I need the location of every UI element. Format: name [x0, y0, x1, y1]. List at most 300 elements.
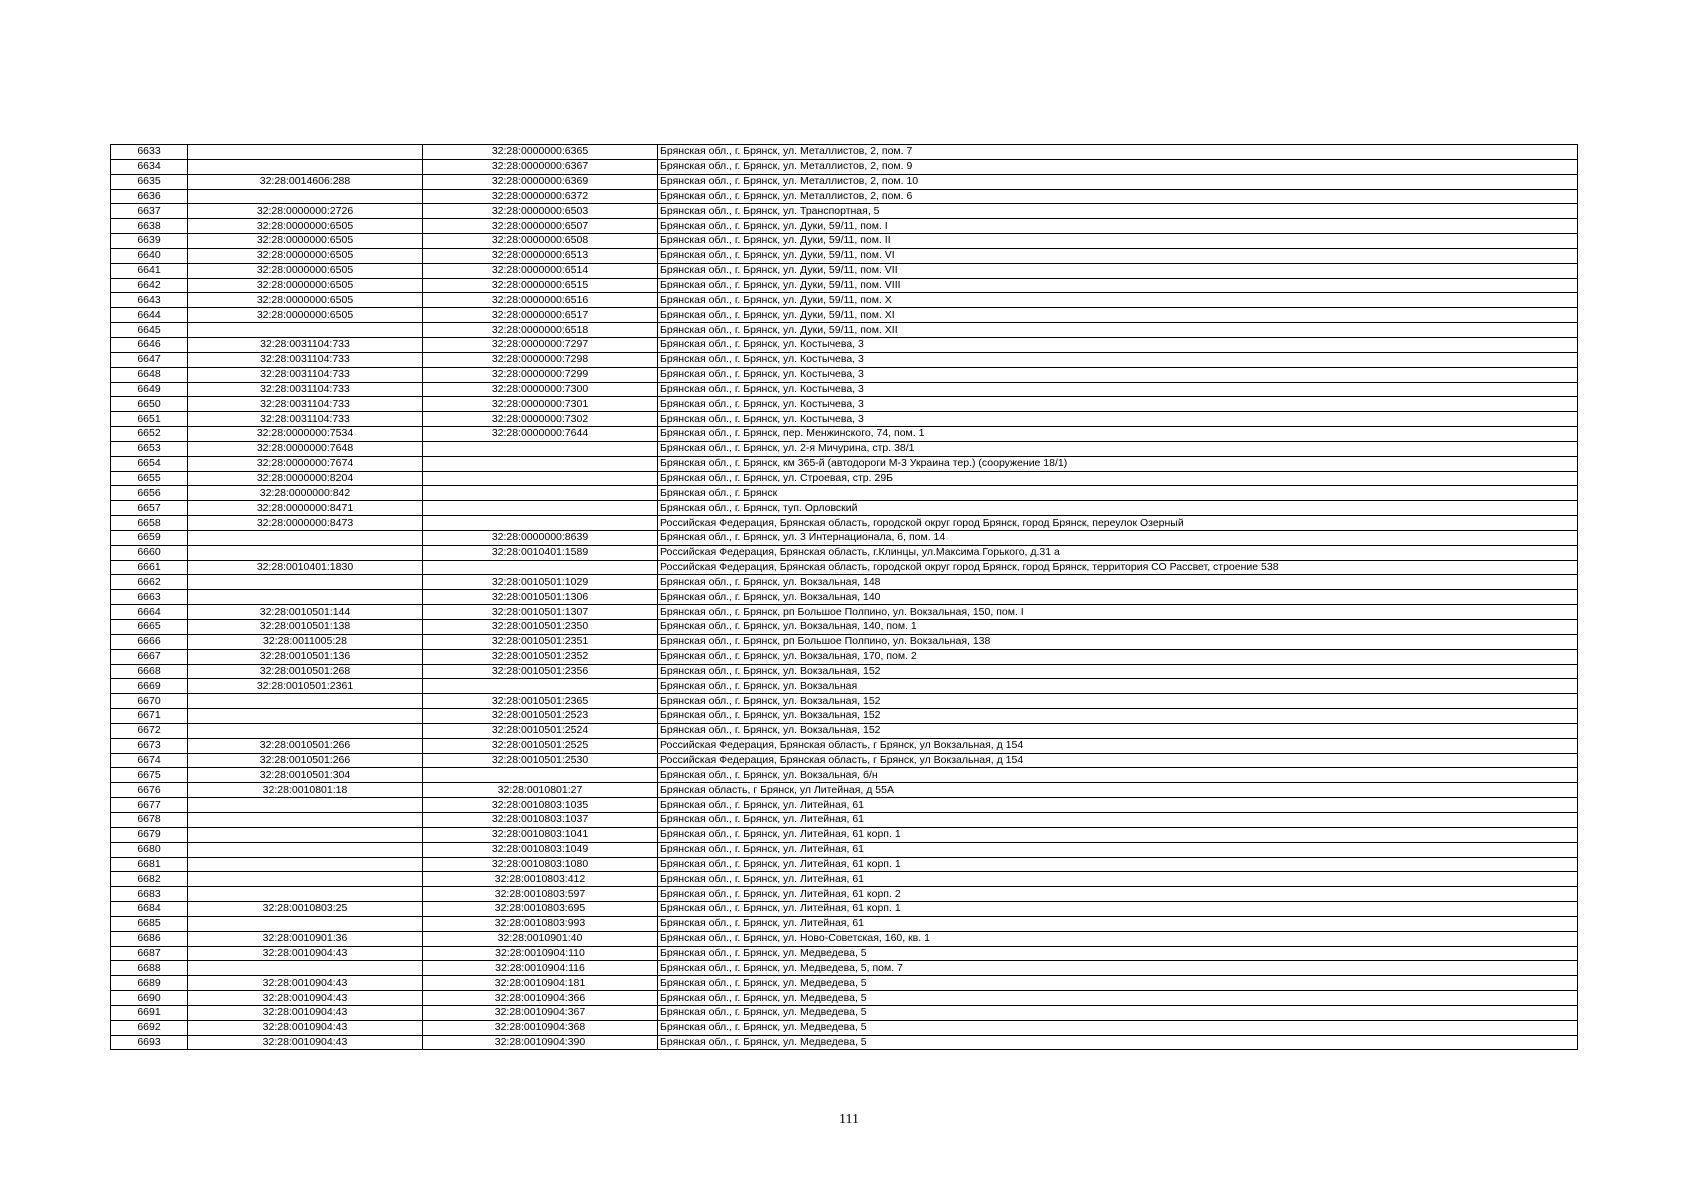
table-row — [111, 664, 1578, 679]
table-row — [111, 961, 1578, 976]
address-cell: Брянская обл., г. Брянск, ул. Костычева, 3 — [658, 352, 1578, 367]
cadastral-number-cell: 32:28:0010803:695 — [423, 902, 658, 917]
row-number-cell: 6647 — [111, 352, 188, 367]
address-cell: Брянская обл., г. Брянск, ул. Металлистов, 2, пом. 9 — [658, 159, 1578, 174]
row-number-cell: 6677 — [111, 798, 188, 813]
cadastral-number-cell: 32:28:0010803:1035 — [423, 798, 658, 813]
address-cell: Брянская обл., г. Брянск, ул. Литейная, 61 корп. 1 — [658, 902, 1578, 917]
table-row — [111, 323, 1578, 338]
table-row — [111, 248, 1578, 263]
row-number-cell: 6634 — [111, 159, 188, 174]
parent-cadastral-number-cell — [188, 323, 423, 338]
row-number-cell: 6664 — [111, 605, 188, 620]
table-row — [111, 501, 1578, 516]
address-cell: Брянская обл., г. Брянск, ул. 2-я Мичурина, стр. 38/1 — [658, 441, 1578, 456]
cadastral-number-cell: 32:28:0000000:6515 — [423, 278, 658, 293]
table-row — [111, 887, 1578, 902]
register-table-body — [111, 145, 1578, 1050]
parent-cadastral-number-cell: 32:28:0000000:842 — [188, 486, 423, 501]
table-row — [111, 412, 1578, 427]
table-row — [111, 842, 1578, 857]
parent-cadastral-number-cell: 32:28:0014606:288 — [188, 174, 423, 189]
cadastral-number-cell: 32:28:0000000:6372 — [423, 189, 658, 204]
address-cell: Брянская обл., г. Брянск, ул. Костычева, 3 — [658, 397, 1578, 412]
cadastral-number-cell: 32:28:0010803:1049 — [423, 842, 658, 857]
cadastral-number-cell: 32:28:0010904:181 — [423, 976, 658, 991]
table-row — [111, 723, 1578, 738]
table-row — [111, 456, 1578, 471]
table-row — [111, 946, 1578, 961]
table-row — [111, 798, 1578, 813]
table-row — [111, 649, 1578, 664]
address-cell: Российская Федерация, Брянская область, г.Клинцы, ул.Максима Горького, д.31 а — [658, 545, 1578, 560]
table-row — [111, 575, 1578, 590]
address-cell: Брянская обл., г. Брянск, ул. Вокзальная, 152 — [658, 694, 1578, 709]
row-number-cell: 6689 — [111, 976, 188, 991]
row-number-cell: 6637 — [111, 204, 188, 219]
cadastral-number-cell: 32:28:0010803:412 — [423, 872, 658, 887]
parent-cadastral-number-cell: 32:28:0000000:7674 — [188, 456, 423, 471]
table-row — [111, 902, 1578, 917]
cadastral-number-cell: 32:28:0010904:110 — [423, 946, 658, 961]
parent-cadastral-number-cell: 32:28:0010501:144 — [188, 605, 423, 620]
table-row — [111, 827, 1578, 842]
cadastral-number-cell: 32:28:0010901:40 — [423, 931, 658, 946]
parent-cadastral-number-cell — [188, 723, 423, 738]
row-number-cell: 6658 — [111, 516, 188, 531]
cadastral-number-cell: 32:28:0010501:1306 — [423, 590, 658, 605]
parent-cadastral-number-cell — [188, 872, 423, 887]
table-row — [111, 1035, 1578, 1050]
table-row — [111, 857, 1578, 872]
parent-cadastral-number-cell: 32:28:0010904:43 — [188, 1005, 423, 1020]
row-number-cell: 6635 — [111, 174, 188, 189]
cadastral-number-cell: 32:28:0010501:2523 — [423, 709, 658, 724]
parent-cadastral-number-cell: 32:28:0000000:7648 — [188, 441, 423, 456]
table-row — [111, 620, 1578, 635]
cadastral-number-cell: 32:28:0000000:6513 — [423, 248, 658, 263]
cadastral-number-cell: 32:28:0000000:6365 — [423, 145, 658, 160]
cadastral-number-cell — [423, 456, 658, 471]
table-row — [111, 471, 1578, 486]
row-number-cell: 6636 — [111, 189, 188, 204]
address-cell: Брянская обл., г. Брянск, ул. Костычева, 3 — [658, 337, 1578, 352]
cadastral-number-cell — [423, 679, 658, 694]
address-cell: Брянская обл., г. Брянск, ул. Медведева, 5 — [658, 1005, 1578, 1020]
cadastral-number-cell: 32:28:0000000:8639 — [423, 530, 658, 545]
table-row — [111, 189, 1578, 204]
table-row — [111, 159, 1578, 174]
row-number-cell: 6661 — [111, 560, 188, 575]
row-number-cell: 6688 — [111, 961, 188, 976]
row-number-cell: 6653 — [111, 441, 188, 456]
parent-cadastral-number-cell — [188, 159, 423, 174]
address-cell: Российская Федерация, Брянская область, г Брянск, ул Вокзальная, д 154 — [658, 753, 1578, 768]
address-cell: Брянская обл., г. Брянск, ул. Литейная, 61 — [658, 916, 1578, 931]
parent-cadastral-number-cell: 32:28:0010501:136 — [188, 649, 423, 664]
table-row — [111, 397, 1578, 412]
page-number: 111 — [839, 1112, 859, 1127]
address-cell: Брянская обл., г. Брянск, ул. Литейная, 61 — [658, 812, 1578, 827]
parent-cadastral-number-cell — [188, 887, 423, 902]
address-cell: Брянская обл., г. Брянск, ул. Ново-Советская, 160, кв. 1 — [658, 931, 1578, 946]
cadastral-number-cell: 32:28:0000000:6518 — [423, 323, 658, 338]
address-cell: Брянская обл., г. Брянск, ул. Костычева, 3 — [658, 367, 1578, 382]
row-number-cell: 6682 — [111, 872, 188, 887]
cadastral-number-cell: 32:28:0000000:6508 — [423, 234, 658, 249]
table-row — [111, 352, 1578, 367]
parent-cadastral-number-cell — [188, 857, 423, 872]
parent-cadastral-number-cell — [188, 709, 423, 724]
address-cell: Брянская обл., г. Брянск, ул. Медведева, 5 — [658, 946, 1578, 961]
parent-cadastral-number-cell: 32:28:0010904:43 — [188, 1020, 423, 1035]
address-cell: Брянская обл., г. Брянск, ул. Литейная, 61 корп. 1 — [658, 827, 1578, 842]
row-number-cell: 6651 — [111, 412, 188, 427]
row-number-cell: 6676 — [111, 783, 188, 798]
parent-cadastral-number-cell: 32:28:0010904:43 — [188, 946, 423, 961]
row-number-cell: 6663 — [111, 590, 188, 605]
address-cell: Брянская обл., г. Брянск, ул. Дуки, 59/11, пом. VI — [658, 248, 1578, 263]
address-cell: Брянская обл., г. Брянск, ул. Литейная, 61 — [658, 842, 1578, 857]
cadastral-number-cell: 32:28:0010904:366 — [423, 991, 658, 1006]
table-row — [111, 679, 1578, 694]
address-cell: Брянская обл., г. Брянск, ул. Литейная, 61 корп. 1 — [658, 857, 1578, 872]
table-row — [111, 916, 1578, 931]
table-row — [111, 337, 1578, 352]
parent-cadastral-number-cell: 32:28:0010501:268 — [188, 664, 423, 679]
address-cell: Брянская обл., г. Брянск, ул. Дуки, 59/11, пом. II — [658, 234, 1578, 249]
parent-cadastral-number-cell: 32:28:0000000:7534 — [188, 427, 423, 442]
row-number-cell: 6683 — [111, 887, 188, 902]
row-number-cell: 6640 — [111, 248, 188, 263]
address-cell: Брянская обл., г. Брянск, ул. Медведева, 5 — [658, 991, 1578, 1006]
address-cell: Российская Федерация, Брянская область, г Брянск, ул Вокзальная, д 154 — [658, 738, 1578, 753]
parent-cadastral-number-cell — [188, 961, 423, 976]
row-number-cell: 6667 — [111, 649, 188, 664]
parent-cadastral-number-cell: 32:28:0031104:733 — [188, 412, 423, 427]
cadastral-number-cell: 32:28:0010803:993 — [423, 916, 658, 931]
parent-cadastral-number-cell: 32:28:0010904:43 — [188, 1035, 423, 1050]
cadastral-number-cell — [423, 471, 658, 486]
parent-cadastral-number-cell — [188, 545, 423, 560]
row-number-cell: 6665 — [111, 620, 188, 635]
parent-cadastral-number-cell — [188, 590, 423, 605]
cadastral-number-cell — [423, 486, 658, 501]
table-row — [111, 382, 1578, 397]
parent-cadastral-number-cell: 32:28:0000000:6505 — [188, 219, 423, 234]
parent-cadastral-number-cell — [188, 916, 423, 931]
parent-cadastral-number-cell: 32:28:0010803:25 — [188, 902, 423, 917]
table-row — [111, 783, 1578, 798]
parent-cadastral-number-cell: 32:28:0000000:6505 — [188, 293, 423, 308]
parent-cadastral-number-cell: 32:28:0031104:733 — [188, 397, 423, 412]
table-row — [111, 234, 1578, 249]
address-cell: Брянская обл., г. Брянск, ул. Литейная, 61 корп. 2 — [658, 887, 1578, 902]
cadastral-number-cell: 32:28:0010904:367 — [423, 1005, 658, 1020]
row-number-cell: 6659 — [111, 530, 188, 545]
row-number-cell: 6686 — [111, 931, 188, 946]
address-cell: Брянская обл., г. Брянск, ул. Вокзальная, 152 — [658, 723, 1578, 738]
address-cell: Брянская обл., г. Брянск, ул. Литейная, 61 — [658, 872, 1578, 887]
table-row — [111, 427, 1578, 442]
cadastral-number-cell: 32:28:0010501:1307 — [423, 605, 658, 620]
table-row — [111, 709, 1578, 724]
parent-cadastral-number-cell: 32:28:0010901:36 — [188, 931, 423, 946]
address-cell: Брянская обл., г. Брянск, км 365-й (автодороги М-3 Украина тер.) (сооружение 18/1) — [658, 456, 1578, 471]
table-row — [111, 516, 1578, 531]
parent-cadastral-number-cell: 32:28:0010904:43 — [188, 976, 423, 991]
cadastral-number-cell: 32:28:0010803:1037 — [423, 812, 658, 827]
parent-cadastral-number-cell: 32:28:0031104:733 — [188, 337, 423, 352]
row-number-cell: 6642 — [111, 278, 188, 293]
address-cell: Брянская обл., г. Брянск, ул. Медведева, 5 — [658, 1035, 1578, 1050]
address-cell: Брянская обл., г. Брянск, пер. Менжинского, 74, пом. 1 — [658, 427, 1578, 442]
row-number-cell: 6646 — [111, 337, 188, 352]
table-row — [111, 605, 1578, 620]
cadastral-number-cell: 32:28:0010801:27 — [423, 783, 658, 798]
cadastral-number-cell: 32:28:0000000:7302 — [423, 412, 658, 427]
address-cell: Брянская обл., г. Брянск, ул. Вокзальная, 140, пом. 1 — [658, 620, 1578, 635]
row-number-cell: 6662 — [111, 575, 188, 590]
address-cell: Брянская обл., г. Брянск, ул. Дуки, 59/11, пом. XI — [658, 308, 1578, 323]
cadastral-number-cell: 32:28:0000000:6514 — [423, 263, 658, 278]
parent-cadastral-number-cell: 32:28:0010501:304 — [188, 768, 423, 783]
cadastral-number-cell: 32:28:0000000:7298 — [423, 352, 658, 367]
cadastral-number-cell: 32:28:0010501:2525 — [423, 738, 658, 753]
table-row — [111, 219, 1578, 234]
address-cell: Брянская обл., г. Брянск, ул. Металлистов, 2, пом. 7 — [658, 145, 1578, 160]
address-cell: Брянская обл., г. Брянск, туп. Орловский — [658, 501, 1578, 516]
table-row — [111, 590, 1578, 605]
row-number-cell: 6643 — [111, 293, 188, 308]
cadastral-number-cell: 32:28:0000000:7297 — [423, 337, 658, 352]
cadastral-number-cell: 32:28:0010904:368 — [423, 1020, 658, 1035]
parent-cadastral-number-cell: 32:28:0000000:6505 — [188, 234, 423, 249]
table-row — [111, 441, 1578, 456]
cadastral-number-cell — [423, 501, 658, 516]
cadastral-number-cell: 32:28:0000000:6507 — [423, 219, 658, 234]
parent-cadastral-number-cell — [188, 842, 423, 857]
address-cell: Брянская обл., г. Брянск, ул. Медведева, 5 — [658, 1020, 1578, 1035]
parent-cadastral-number-cell: 32:28:0031104:733 — [188, 382, 423, 397]
cadastral-number-cell: 32:28:0010501:2530 — [423, 753, 658, 768]
cadastral-number-cell: 32:28:0010501:2350 — [423, 620, 658, 635]
row-number-cell: 6672 — [111, 723, 188, 738]
address-cell: Брянская обл., г. Брянск, ул. Вокзальная, 170, пом. 2 — [658, 649, 1578, 664]
row-number-cell: 6660 — [111, 545, 188, 560]
parent-cadastral-number-cell — [188, 189, 423, 204]
table-row — [111, 278, 1578, 293]
table-row — [111, 486, 1578, 501]
row-number-cell: 6654 — [111, 456, 188, 471]
row-number-cell: 6674 — [111, 753, 188, 768]
table-row — [111, 931, 1578, 946]
row-number-cell: 6644 — [111, 308, 188, 323]
address-cell: Брянская обл., г. Брянск, ул. Вокзальная, 140 — [658, 590, 1578, 605]
table-row — [111, 174, 1578, 189]
cadastral-number-cell: 32:28:0010401:1589 — [423, 545, 658, 560]
parent-cadastral-number-cell: 32:28:0010401:1830 — [188, 560, 423, 575]
parent-cadastral-number-cell: 32:28:0010501:266 — [188, 753, 423, 768]
table-row — [111, 738, 1578, 753]
parent-cadastral-number-cell — [188, 575, 423, 590]
cadastral-number-cell: 32:28:0000000:6517 — [423, 308, 658, 323]
parent-cadastral-number-cell: 32:28:0010501:2361 — [188, 679, 423, 694]
parent-cadastral-number-cell — [188, 812, 423, 827]
address-cell: Брянская обл., г. Брянск, ул. Дуки, 59/11, пом. XII — [658, 323, 1578, 338]
address-cell: Брянская обл., г. Брянск, ул. Металлистов, 2, пом. 10 — [658, 174, 1578, 189]
parent-cadastral-number-cell — [188, 530, 423, 545]
address-cell: Брянская обл., г. Брянск, ул. Дуки, 59/11, пом. VII — [658, 263, 1578, 278]
address-cell: Брянская обл., г. Брянск, ул. Транспортная, 5 — [658, 204, 1578, 219]
row-number-cell: 6657 — [111, 501, 188, 516]
parent-cadastral-number-cell: 32:28:0000000:6505 — [188, 308, 423, 323]
cadastral-number-cell: 32:28:0010501:2356 — [423, 664, 658, 679]
table-row — [111, 545, 1578, 560]
parent-cadastral-number-cell: 32:28:0000000:6505 — [188, 263, 423, 278]
row-number-cell: 6673 — [111, 738, 188, 753]
parent-cadastral-number-cell: 32:28:0000000:8204 — [188, 471, 423, 486]
table-row — [111, 560, 1578, 575]
cadastral-number-cell: 32:28:0000000:6367 — [423, 159, 658, 174]
table-row — [111, 367, 1578, 382]
address-cell: Брянская обл., г. Брянск, ул. 3 Интернационала, 6, пом. 14 — [658, 530, 1578, 545]
row-number-cell: 6692 — [111, 1020, 188, 1035]
row-number-cell: 6671 — [111, 709, 188, 724]
parent-cadastral-number-cell: 32:28:0010501:138 — [188, 620, 423, 635]
table-row — [111, 530, 1578, 545]
row-number-cell: 6655 — [111, 471, 188, 486]
address-cell: Брянская обл., г. Брянск, рп Большое Полпино, ул. Вокзальная, 150, пом. I — [658, 605, 1578, 620]
row-number-cell: 6648 — [111, 367, 188, 382]
row-number-cell: 6670 — [111, 694, 188, 709]
row-number-cell: 6681 — [111, 857, 188, 872]
row-number-cell: 6680 — [111, 842, 188, 857]
cadastral-number-cell: 32:28:0010904:116 — [423, 961, 658, 976]
row-number-cell: 6668 — [111, 664, 188, 679]
row-number-cell: 6638 — [111, 219, 188, 234]
cadastral-number-cell: 32:28:0010803:1041 — [423, 827, 658, 842]
row-number-cell: 6690 — [111, 991, 188, 1006]
address-cell: Брянская обл., г. Брянск, ул. Вокзальная, 152 — [658, 709, 1578, 724]
address-cell: Брянская обл., г. Брянск, ул. Металлистов, 2, пом. 6 — [658, 189, 1578, 204]
address-cell: Брянская обл., г. Брянск, ул. Дуки, 59/11, пом. X — [658, 293, 1578, 308]
row-number-cell: 6679 — [111, 827, 188, 842]
row-number-cell: 6649 — [111, 382, 188, 397]
row-number-cell: 6693 — [111, 1035, 188, 1050]
address-cell: Брянская обл., г. Брянск, ул. Медведева, 5, пом. 7 — [658, 961, 1578, 976]
cadastral-number-cell: 32:28:0000000:6516 — [423, 293, 658, 308]
parent-cadastral-number-cell: 32:28:0011005:28 — [188, 634, 423, 649]
row-number-cell: 6652 — [111, 427, 188, 442]
address-cell: Российская Федерация, Брянская область, городской округ город Брянск, город Брянск, территория СО Рассвет, строение 538 — [658, 560, 1578, 575]
cadastral-number-cell — [423, 768, 658, 783]
cadastral-number-cell — [423, 516, 658, 531]
parent-cadastral-number-cell: 32:28:0031104:733 — [188, 352, 423, 367]
row-number-cell: 6666 — [111, 634, 188, 649]
row-number-cell: 6685 — [111, 916, 188, 931]
cadastral-number-cell: 32:28:0000000:6503 — [423, 204, 658, 219]
cadastral-number-cell: 32:28:0010501:2351 — [423, 634, 658, 649]
address-cell: Брянская обл., г. Брянск, ул. Дуки, 59/11, пом. VIII — [658, 278, 1578, 293]
address-cell: Брянская обл., г. Брянск, ул. Литейная, 61 — [658, 798, 1578, 813]
address-cell: Брянская область, г Брянск, ул Литейная, д 55А — [658, 783, 1578, 798]
address-cell: Брянская обл., г. Брянск, ул. Вокзальная — [658, 679, 1578, 694]
address-cell: Российская Федерация, Брянская область, городской округ город Брянск, город Брянск, переулок Озерный — [658, 516, 1578, 531]
cadastral-number-cell — [423, 441, 658, 456]
row-number-cell: 6687 — [111, 946, 188, 961]
row-number-cell: 6669 — [111, 679, 188, 694]
table-row — [111, 768, 1578, 783]
cadastral-number-cell: 32:28:0010803:597 — [423, 887, 658, 902]
cadastral-number-cell: 32:28:0010501:2524 — [423, 723, 658, 738]
row-number-cell: 6633 — [111, 145, 188, 160]
register-table — [110, 144, 1578, 1050]
parent-cadastral-number-cell: 32:28:0000000:8473 — [188, 516, 423, 531]
table-row — [111, 634, 1578, 649]
address-cell: Брянская обл., г. Брянск, ул. Медведева, 5 — [658, 976, 1578, 991]
table-row — [111, 1020, 1578, 1035]
row-number-cell: 6656 — [111, 486, 188, 501]
parent-cadastral-number-cell: 32:28:0010501:266 — [188, 738, 423, 753]
cadastral-number-cell: 32:28:0010904:390 — [423, 1035, 658, 1050]
parent-cadastral-number-cell — [188, 145, 423, 160]
cadastral-number-cell: 32:28:0010501:2352 — [423, 649, 658, 664]
address-cell: Брянская обл., г. Брянск, ул. Костычева, 3 — [658, 412, 1578, 427]
cadastral-number-cell — [423, 560, 658, 575]
table-row — [111, 1005, 1578, 1020]
cadastral-number-cell: 32:28:0000000:7644 — [423, 427, 658, 442]
parent-cadastral-number-cell: 32:28:0010801:18 — [188, 783, 423, 798]
row-number-cell: 6639 — [111, 234, 188, 249]
table-row — [111, 293, 1578, 308]
cadastral-number-cell: 32:28:0000000:7300 — [423, 382, 658, 397]
row-number-cell: 6675 — [111, 768, 188, 783]
parent-cadastral-number-cell — [188, 827, 423, 842]
parent-cadastral-number-cell: 32:28:0000000:6505 — [188, 278, 423, 293]
parent-cadastral-number-cell — [188, 694, 423, 709]
row-number-cell: 6645 — [111, 323, 188, 338]
address-cell: Брянская обл., г. Брянск, ул. Дуки, 59/11, пом. I — [658, 219, 1578, 234]
row-number-cell: 6650 — [111, 397, 188, 412]
row-number-cell: 6684 — [111, 902, 188, 917]
parent-cadastral-number-cell: 32:28:0010904:43 — [188, 991, 423, 1006]
cadastral-number-cell: 32:28:0000000:6369 — [423, 174, 658, 189]
table-row — [111, 872, 1578, 887]
table-row — [111, 694, 1578, 709]
parent-cadastral-number-cell: 32:28:0000000:2726 — [188, 204, 423, 219]
address-cell: Брянская обл., г. Брянск, ул. Вокзальная, 148 — [658, 575, 1578, 590]
row-number-cell: 6678 — [111, 812, 188, 827]
parent-cadastral-number-cell — [188, 798, 423, 813]
row-number-cell: 6691 — [111, 1005, 188, 1020]
table-row — [111, 145, 1578, 160]
address-cell: Брянская обл., г. Брянск, ул. Костычева, 3 — [658, 382, 1578, 397]
address-cell: Брянская обл., г. Брянск, ул. Строевая, стр. 29Б — [658, 471, 1578, 486]
address-cell: Брянская обл., г. Брянск, рп Большое Полпино, ул. Вокзальная, 138 — [658, 634, 1578, 649]
cadastral-number-cell: 32:28:0010803:1080 — [423, 857, 658, 872]
table-row — [111, 263, 1578, 278]
table-row — [111, 308, 1578, 323]
parent-cadastral-number-cell: 32:28:0000000:6505 — [188, 248, 423, 263]
parent-cadastral-number-cell: 32:28:0000000:8471 — [188, 501, 423, 516]
table-row — [111, 991, 1578, 1006]
table-row — [111, 204, 1578, 219]
table-row — [111, 753, 1578, 768]
address-cell: Брянская обл., г. Брянск — [658, 486, 1578, 501]
address-cell: Брянская обл., г. Брянск, ул. Вокзальная, б/н — [658, 768, 1578, 783]
address-cell: Брянская обл., г. Брянск, ул. Вокзальная, 152 — [658, 664, 1578, 679]
